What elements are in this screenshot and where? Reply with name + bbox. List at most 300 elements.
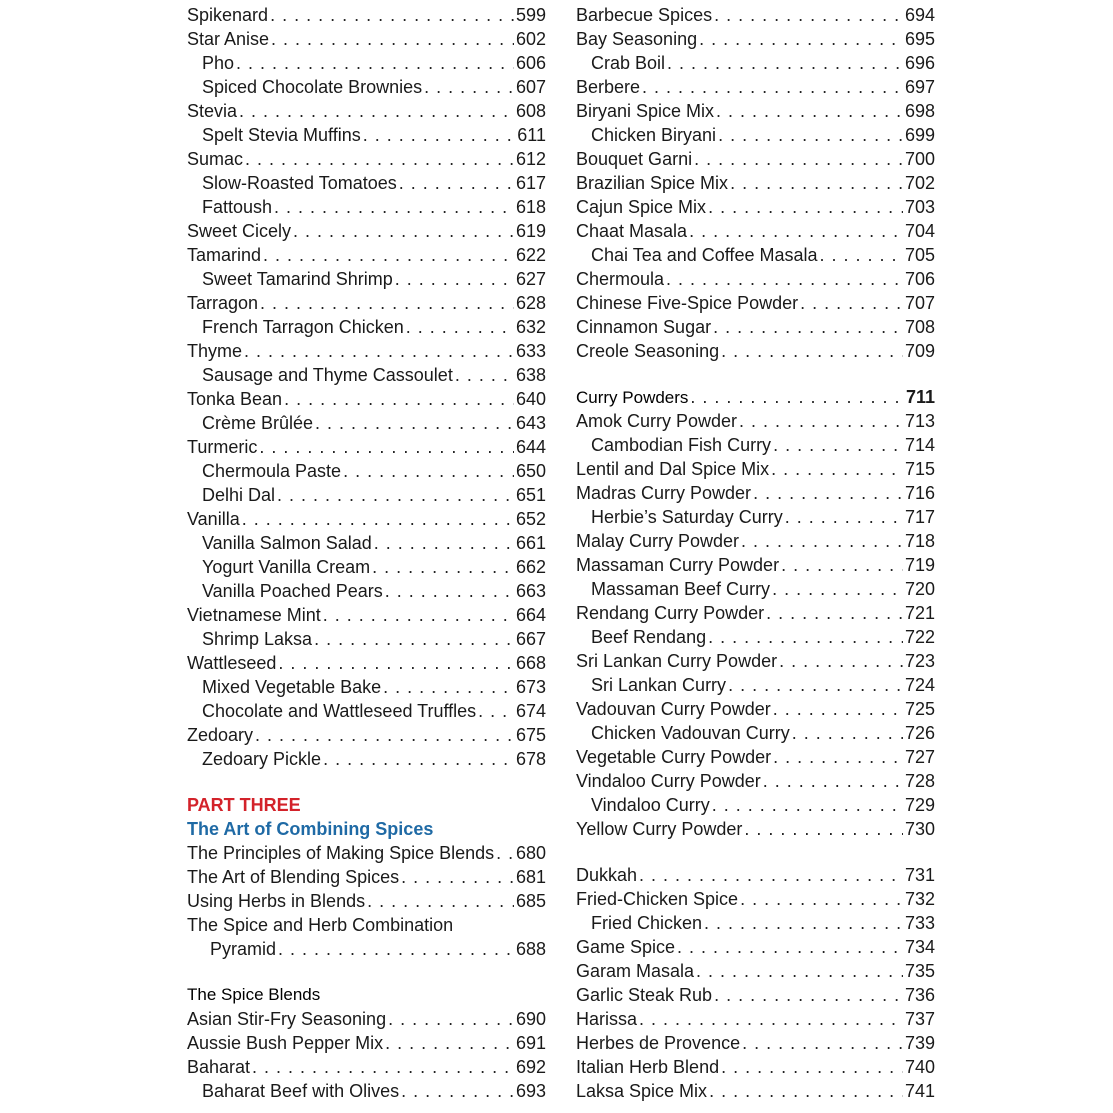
toc-entry-page: 715 [904,459,935,479]
toc-entry-page: 711 [905,387,935,407]
toc-entry-page: 730 [904,819,935,839]
toc-entry-page: 692 [515,1057,546,1077]
dot-leader [374,531,514,555]
toc-entry [187,1079,546,1103]
toc-group-2 [576,409,935,841]
part-title: The Art of Combining Spices [187,819,434,839]
toc-entry-title: Cajun Spice Mix [576,197,707,217]
toc-entry-page: 607 [515,77,546,97]
toc-entry-title: Fried Chicken [591,913,703,933]
toc-entry-title: Aussie Bush Pepper Mix [187,1033,384,1053]
toc-entry [576,433,935,457]
dot-leader [667,51,903,75]
toc-entry-page: 688 [515,939,546,959]
toc-entry-page: 726 [904,723,935,743]
toc-entry-title: Asian Stir-Fry Seasoning [187,1009,387,1029]
toc-entry-title: Star Anise [187,29,270,49]
toc-entry [187,243,546,267]
toc-entry [576,339,935,363]
toc-entry-page: 675 [515,725,546,745]
toc-entry-page: 705 [904,245,935,265]
toc-entry-title: Tamarind [187,245,262,265]
toc-entry [576,505,935,529]
toc-entry [576,745,935,769]
toc-entry-title: Barbecue Spices [576,5,713,25]
toc-entry-title: Amok Curry Powder [576,411,738,431]
toc-group-3 [576,863,935,1103]
toc-principles [187,841,546,913]
toc-entry-title: Fattoush [202,197,273,217]
toc-entry-page: 719 [904,555,935,575]
dot-leader [260,291,514,315]
toc-entry-page: 707 [904,293,935,313]
toc-entry [187,123,546,147]
dot-leader [772,577,903,601]
toc-entry-page: 731 [904,865,935,885]
dot-leader [718,123,903,147]
dot-leader [399,171,514,195]
toc-entry-title: Wattleseed [187,653,277,673]
toc-entry-title: Vanilla [187,509,240,529]
toc-entry-page: 697 [904,77,935,97]
toc-entry-title: Mixed Vegetable Bake [202,677,382,697]
toc-entry [187,651,546,675]
toc-entry-page: 721 [904,603,935,623]
dot-leader [712,793,903,817]
toc-entry [187,459,546,483]
toc-entry-page: 662 [515,557,546,577]
toc-entry-page: 714 [904,435,935,455]
toc-entry-page: 608 [515,101,546,121]
toc-entry-page: 663 [515,581,546,601]
curry-powders-heading [576,385,935,409]
toc-entry-page: 602 [515,29,546,49]
toc-entry [576,51,935,75]
dot-leader [639,863,903,887]
toc-entry-title: The Principles of Making Spice Blends [187,843,495,863]
toc-entry-title: Rendang Curry Powder [576,603,765,623]
toc-entry-page: 713 [904,411,935,431]
toc-entry [576,3,935,27]
toc-entry-page: 729 [904,795,935,815]
toc-entry-page: 690 [515,1009,546,1029]
toc-entry-title: Spelt Stevia Muffins [202,125,361,145]
toc-entry [576,887,935,911]
toc-entry [576,291,935,315]
toc-entry [187,889,546,913]
toc-entry-page: 709 [904,341,935,361]
dot-leader [771,457,903,481]
toc-entry [576,75,935,99]
toc-entry [187,267,546,291]
toc-entry-title: Dukkah [576,865,638,885]
dot-leader [314,627,514,651]
toc-entry [576,195,935,219]
toc-entry-title: Cinnamon Sugar [576,317,712,337]
toc-entry [576,673,935,697]
toc-entry-title: Vietnamese Mint [187,605,321,625]
toc-entry-title: Crab Boil [591,53,666,73]
toc-entry-title: Chicken Vadouvan Curry [591,723,790,743]
toc-entry-page: 617 [515,173,546,193]
toc-entry-page: 739 [904,1033,935,1053]
dot-leader [395,267,514,291]
toc-entry [576,863,935,887]
toc-entry-page: 703 [904,197,935,217]
dot-leader [270,3,514,27]
dot-leader [244,339,514,363]
toc-entry-page: 734 [904,937,935,957]
toc-entry-page: 741 [904,1081,935,1101]
dot-leader [284,387,514,411]
dot-leader [708,625,903,649]
toc-entry-page: 693 [515,1081,546,1101]
dot-leader [773,697,903,721]
toc-entry [187,603,546,627]
section-gap [576,841,935,863]
dot-leader [666,267,903,291]
toc-entry-title: Malay Curry Powder [576,531,740,551]
toc-entry-page: 633 [515,341,546,361]
toc-entry-page: 706 [904,269,935,289]
dot-leader [779,649,903,673]
dot-leader [293,219,514,243]
toc-entry-title: Sweet Cicely [187,221,292,241]
toc-entry-page: 612 [515,149,546,169]
toc-entry-page: 723 [904,651,935,671]
toc-entry [187,219,546,243]
dot-leader [714,3,903,27]
toc-entry-title: Vanilla Poached Pears [202,581,383,601]
toc-entry [576,147,935,171]
toc-entry-title: Biryani Spice Mix [576,101,715,121]
dot-leader [716,99,903,123]
toc-entry [576,983,935,1007]
blends-heading: The Spice Blends [187,985,321,1004]
dot-leader [713,315,903,339]
toc-entry [187,723,546,747]
dot-leader [714,983,903,1007]
toc-entry [576,817,935,841]
toc-entry [187,675,546,699]
toc-entry-page: 728 [904,771,935,791]
dot-leader [401,865,514,889]
dot-leader [709,1079,903,1103]
toc-entry-page: 695 [904,29,935,49]
toc-entry-title: Baharat Beef with Olives [202,1081,400,1101]
toc-entry-title: Italian Herb Blend [576,1057,720,1077]
toc-entry-page: 717 [904,507,935,527]
dot-leader [742,1031,903,1055]
toc-entry-title: Bouquet Garni [576,149,693,169]
toc-entry [187,507,546,531]
toc-entry-page: 718 [904,531,935,551]
dot-leader [274,195,514,219]
toc-blends [187,1007,546,1103]
toc-entry [576,1007,935,1031]
toc-entry-title: Sausage and Thyme Cassoulet [202,365,453,385]
dot-leader [677,935,903,959]
toc-entry [576,769,935,793]
toc-entry-title: Shrimp Laksa [202,629,313,649]
toc-entry-page: 640 [515,389,546,409]
toc-entry [187,435,546,459]
dot-leader [721,339,903,363]
toc-entry [576,911,935,935]
toc-entry-page: 685 [515,891,546,911]
toc-entry-title: Using Herbs in Blends [187,891,366,911]
toc-entry-title: Baharat [187,1057,251,1077]
toc-entry-title: Sri Lankan Curry Powder [576,651,778,671]
toc-entry [187,555,546,579]
dot-leader [372,555,514,579]
toc-entry-page: 698 [904,101,935,121]
toc-entry-title: Vegetable Curry Powder [576,747,772,767]
dot-leader [496,841,514,865]
section-gap [576,363,935,385]
toc-entry [187,51,546,75]
toc-entry [576,649,935,673]
dot-leader [385,1031,514,1055]
toc-entry [187,171,546,195]
dot-leader [781,553,903,577]
toc-entry-page: 618 [515,197,546,217]
toc-entry [187,747,546,771]
toc-entry-title: Zedoary [187,725,254,745]
toc-entry [576,1031,935,1055]
toc-entry [576,219,935,243]
toc-entry-page: 628 [515,293,546,313]
toc-entry [187,291,546,315]
toc-entry-title: Curry Powders [576,388,689,407]
toc-entry-page: 727 [904,747,935,767]
dot-leader [385,579,514,603]
toc-entry-title: Chai Tea and Coffee Masala [591,245,818,265]
toc-entry-title: Yogurt Vanilla Cream [202,557,371,577]
dot-leader [721,1055,903,1079]
toc-entry [576,99,935,123]
toc-entry [576,601,935,625]
toc-entry-title: Tarragon [187,293,259,313]
toc-entry-page: 667 [515,629,546,649]
toc-entry-page: 724 [904,675,935,695]
toc-entry [187,75,546,99]
part-label: PART THREE [187,795,301,815]
dot-leader [478,699,514,723]
dot-leader [740,887,903,911]
toc-entry-page: 644 [515,437,546,457]
dot-leader [694,147,903,171]
dot-leader [278,937,514,961]
dot-leader [424,75,514,99]
dot-leader [242,507,514,531]
toc-entry-title: Pyramid [210,939,277,959]
dot-leader [255,723,514,747]
toc-entry-page: 599 [515,5,546,25]
toc-entry-page: 733 [904,913,935,933]
dot-leader [455,363,514,387]
toc-entry [187,27,546,51]
toc-entry-page: 680 [515,843,546,863]
dot-leader [388,1007,514,1031]
toc-entry-title: Vanilla Salmon Salad [202,533,372,553]
dot-leader [245,147,514,171]
toc-entry [576,577,935,601]
toc-entry-title: Thyme [187,341,243,361]
toc-entry-page: 720 [904,579,935,599]
toc-entry-page: 638 [515,365,546,385]
toc-entry-page: 681 [515,867,546,887]
toc-entry [187,3,546,27]
toc-entry [576,315,935,339]
toc-entry-title: Spiced Chocolate Brownies [202,77,423,97]
dot-leader [699,27,903,51]
toc-entry [187,483,546,507]
toc-entry-page: 661 [515,533,546,553]
pyramid-entry-line2 [187,937,546,961]
toc-entry-title: Tonka Bean [187,389,283,409]
toc-entry-title: Chocolate and Wattleseed Truffles [202,701,477,721]
toc-entry-page: 735 [904,961,935,981]
toc-entry [576,1079,935,1103]
toc-entry-title: Turmeric [187,437,258,457]
dot-leader [315,411,514,435]
toc-entry-page: 700 [904,149,935,169]
toc-entry [187,1031,546,1055]
toc-entry-page: 699 [904,125,935,145]
toc-entry [187,99,546,123]
toc-entry [576,457,935,481]
toc-entry [576,935,935,959]
toc-entry-page: 691 [515,1033,546,1053]
toc-entry-page: 694 [904,5,935,25]
toc-entry-page: 722 [904,627,935,647]
dot-leader [744,817,903,841]
toc-entry-page: 704 [904,221,935,241]
dot-leader [728,673,903,697]
dot-leader [277,483,514,507]
toc-entry [187,699,546,723]
dot-leader [236,51,514,75]
toc-entry-title: Garlic Steak Rub [576,985,713,1005]
toc-entry-title: Massaman Curry Powder [576,555,780,575]
dot-leader [773,745,903,769]
toc-entry-title: Bay Seasoning [576,29,698,49]
dot-leader [800,291,903,315]
toc-entry-page: 725 [904,699,935,719]
toc-entry-title: Pho [202,53,235,73]
toc-entry-title: Laksa Spice Mix [576,1081,708,1101]
toc-entry [187,865,546,889]
toc-entry [576,959,935,983]
dot-leader [639,1007,903,1031]
toc-entry [187,339,546,363]
toc-entry-title: Stevia [187,101,238,121]
toc-entry-title: Garam Masala [576,961,695,981]
dot-leader [263,243,514,267]
toc-entry-page: 740 [904,1057,935,1077]
toc-entry [576,27,935,51]
toc-entry-page: 632 [515,317,546,337]
toc-entry-page: 652 [515,509,546,529]
toc-entry-title: Herbie’s Saturday Curry [591,507,783,527]
dot-leader [766,601,903,625]
toc-entry [576,409,935,433]
toc-entry-page: 651 [515,485,546,505]
dot-leader [363,123,516,147]
dot-leader [323,603,514,627]
toc-entry-title: Fried-Chicken Spice [576,889,739,909]
toc-entry [187,363,546,387]
toc-entry [576,529,935,553]
toc-entry-title: Slow-Roasted Tomatoes [202,173,397,193]
dot-leader [704,911,903,935]
toc-entry-page: 674 [515,701,546,721]
dot-leader [239,99,514,123]
toc-entry-title: Herbes de Provence [576,1033,741,1053]
toc-entry-title: Harissa [576,1009,638,1029]
dot-leader [689,219,903,243]
dot-leader [785,505,903,529]
toc-entry-title: Game Spice [576,937,676,957]
toc-entry-title: The Art of Blending Spices [187,867,400,887]
toc-entry [576,1055,935,1079]
dot-leader [406,315,514,339]
dot-leader [690,385,904,409]
toc-entry-title: Chinese Five-Spice Powder [576,293,799,313]
dot-leader [730,171,903,195]
toc-entry [576,793,935,817]
toc-entry [576,267,935,291]
toc-entry-page: 696 [904,53,935,73]
toc-entry-title: Cambodian Fish Curry [591,435,772,455]
toc-entry-title: Sri Lankan Curry [591,675,727,695]
toc-entry-page: 716 [904,483,935,503]
dot-leader [773,433,903,457]
toc-entry [576,697,935,721]
toc-entry [187,1007,546,1031]
toc-entry [576,171,935,195]
toc-entry-page: 673 [515,677,546,697]
toc-entry-title: Delhi Dal [202,485,276,505]
toc-entry-page: 708 [904,317,935,337]
toc-entry [187,1055,546,1079]
section-gap [187,961,546,983]
section-gap [187,771,546,793]
dot-leader [271,27,514,51]
dot-leader [792,721,903,745]
toc-entry [187,315,546,339]
toc-entry-page: 643 [515,413,546,433]
toc-entry-page: 678 [515,749,546,769]
toc-entry-page: 650 [515,461,546,481]
toc-entry-title: Crème Brûlée [202,413,314,433]
toc-entry-title: Chermoula Paste [202,461,342,481]
toc-entry-title: Vindaloo Curry [591,795,710,815]
toc-entry-page: 619 [515,221,546,241]
toc-entry-page: 606 [515,53,546,73]
dot-leader [642,75,903,99]
toc-entry-title: Chicken Biryani [591,125,717,145]
toc-left-column [187,3,546,1103]
toc-entry [187,841,546,865]
toc-entry-title: Creole Seasoning [576,341,720,361]
toc-entry-page: 702 [904,173,935,193]
toc-right-column [576,3,935,1103]
toc-entry-title: Chermoula [576,269,665,289]
dot-leader [323,747,514,771]
toc-entry-page: 622 [515,245,546,265]
